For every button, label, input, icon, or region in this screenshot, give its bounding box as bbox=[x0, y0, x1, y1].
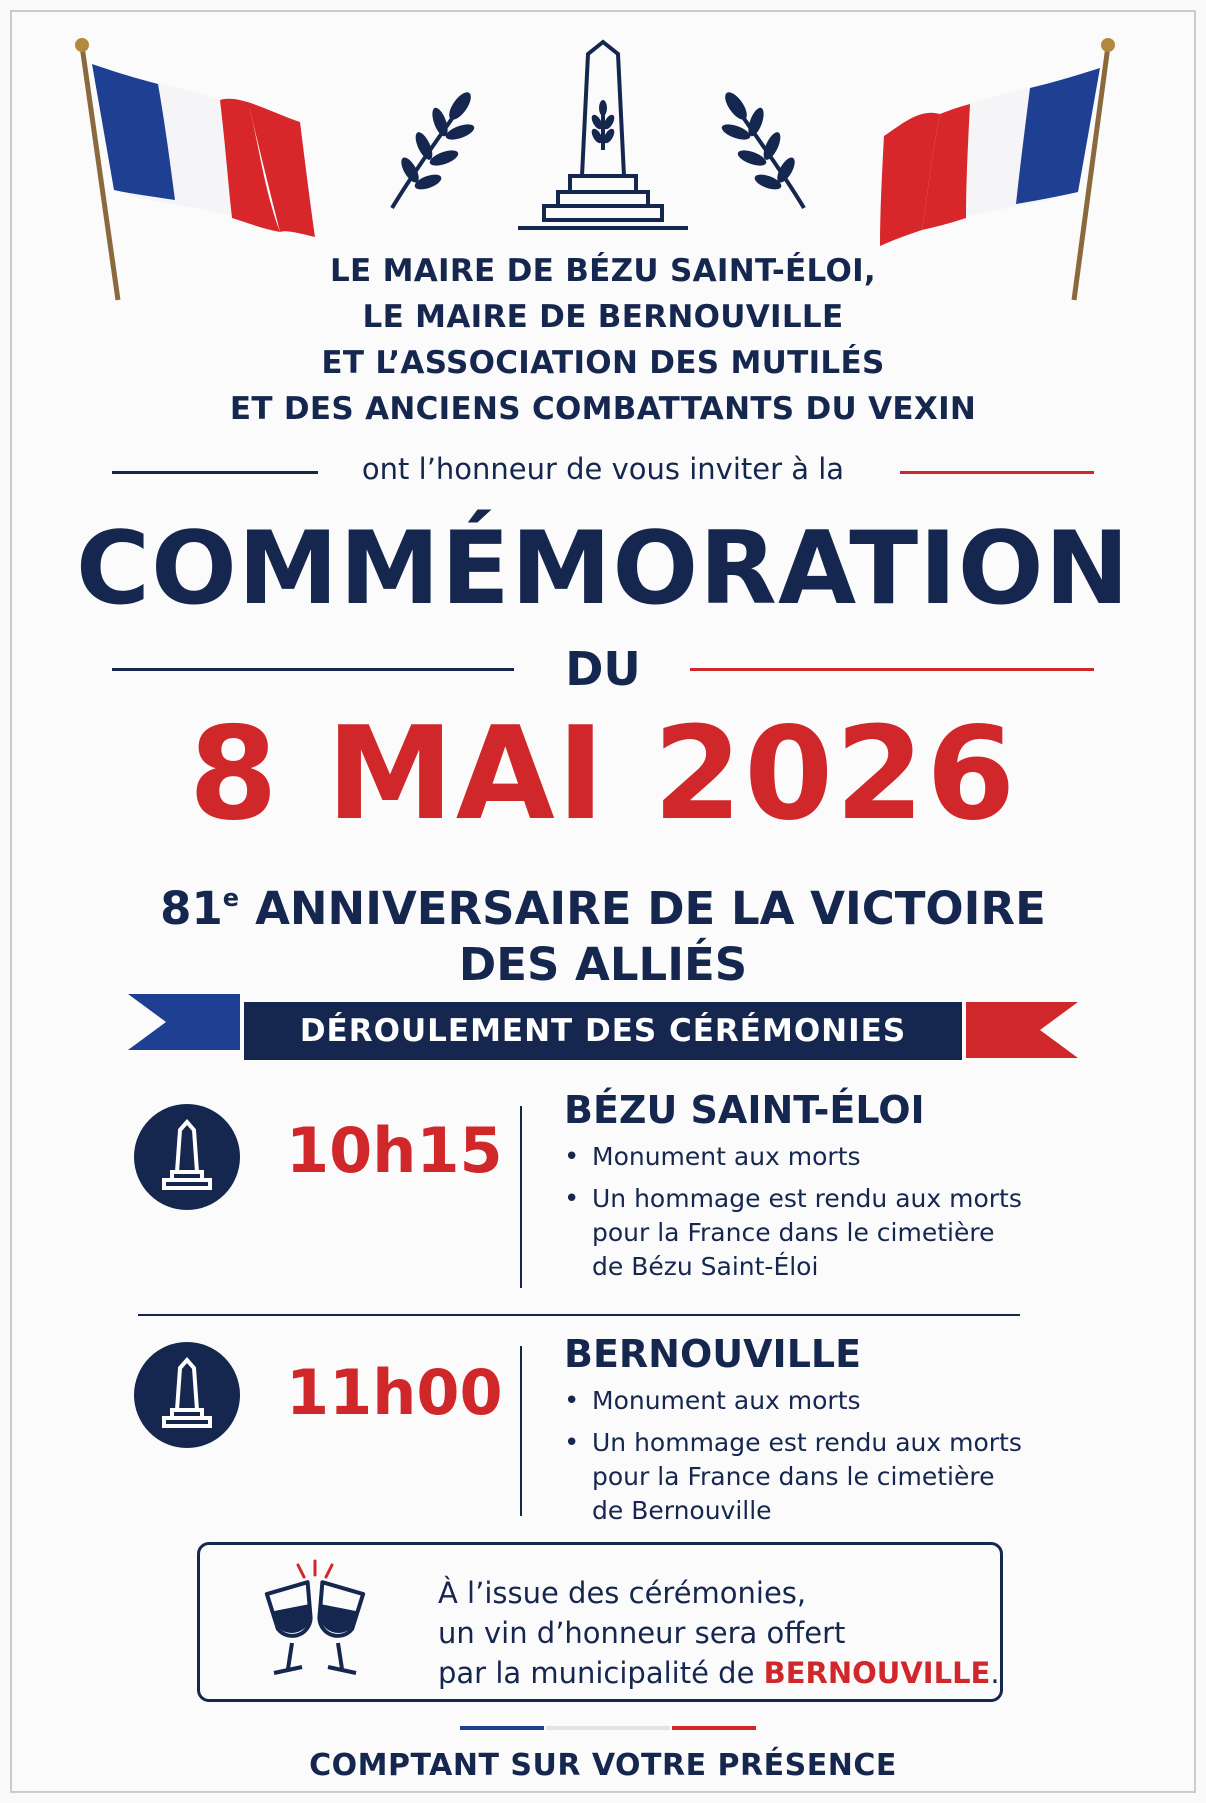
ceremony-details bbox=[562, 1384, 1022, 1536]
list-item: • Monument aux morts bbox=[562, 1140, 1022, 1174]
organizers bbox=[150, 248, 1056, 432]
ceremony-time: 11h00 bbox=[286, 1356, 503, 1429]
reception-line-3-prefix: par la municipalité de bbox=[438, 1656, 764, 1690]
reception-line-3 bbox=[438, 1653, 1000, 1693]
list-item: • Un hommage est rendu aux morts pour la France dans le cimetière de Bézu Saint-Éloi bbox=[562, 1182, 1022, 1284]
organizer-line: LE MAIRE DE BÉZU SAINT-ÉLOI, bbox=[329, 253, 877, 289]
tricolor-white bbox=[546, 1726, 670, 1730]
section-divider bbox=[138, 1314, 1020, 1316]
divider-right bbox=[900, 471, 1094, 474]
laurel-branch-icon bbox=[716, 88, 816, 218]
reception-municipality: BERNOUVILLE bbox=[763, 1656, 991, 1690]
event-date: 8 MAI 2026 bbox=[188, 700, 1018, 849]
organizer-line: LE MAIRE DE BERNOUVILLE bbox=[362, 299, 844, 335]
event-du: DU bbox=[565, 642, 641, 696]
vertical-divider bbox=[520, 1346, 522, 1516]
vertical-divider bbox=[520, 1106, 522, 1288]
reception-line-3-suffix: . bbox=[990, 1656, 1000, 1690]
event-title: COMMÉMORATION bbox=[75, 509, 1131, 627]
tricolor-blue bbox=[460, 1726, 544, 1730]
war-memorial-icon bbox=[508, 38, 698, 234]
ribbon-right-icon bbox=[966, 1000, 1078, 1060]
list-item: • Monument aux morts bbox=[562, 1384, 1022, 1418]
anniversary-number: 81 bbox=[160, 882, 223, 935]
ceremony-place: BÉZU SAINT-ÉLOI bbox=[564, 1088, 925, 1132]
tricolor-red bbox=[672, 1726, 756, 1730]
ribbon-left-icon bbox=[128, 992, 240, 1052]
organizer-line: ET DES ANCIENS COMBATTANTS DU VEXIN bbox=[229, 391, 977, 427]
anniversary-line-1 bbox=[100, 870, 1106, 937]
divider-left bbox=[112, 471, 318, 474]
anniversary bbox=[100, 870, 1106, 993]
invite-text: ont l’honneur de vous inviter à la bbox=[361, 452, 845, 486]
list-item: • Un hommage est rendu aux morts pour la France dans le cimetière de Bernouville bbox=[562, 1426, 1022, 1528]
reception-line-1: À l’issue des cérémonies, bbox=[438, 1576, 807, 1610]
anniversary-line-2: DES ALLIÉS bbox=[458, 938, 748, 991]
anniversary-text: ANNIVERSAIRE DE LA VICTOIRE bbox=[255, 882, 1046, 935]
program-banner: DÉROULEMENT DES CÉRÉMONIES bbox=[244, 1002, 962, 1060]
organizer-line: ET L’ASSOCIATION DES MUTILÉS bbox=[321, 345, 885, 381]
divider-right bbox=[690, 668, 1094, 671]
wine-glasses-icon bbox=[240, 1555, 390, 1690]
reception-text bbox=[438, 1573, 1000, 1693]
reception-box bbox=[197, 1542, 1003, 1702]
monument-icon bbox=[134, 1104, 240, 1210]
reception-line-2: un vin d’honneur sera offert bbox=[438, 1616, 846, 1650]
ceremony-details bbox=[562, 1140, 1022, 1292]
monument-icon bbox=[134, 1342, 240, 1448]
ceremony-place: BERNOUVILLE bbox=[564, 1332, 862, 1376]
divider-left bbox=[112, 668, 514, 671]
footer-text: COMPTANT SUR VOTRE PRÉSENCE bbox=[309, 1748, 897, 1783]
laurel-branch-icon bbox=[380, 88, 480, 218]
anniversary-suffix: e bbox=[222, 884, 240, 912]
ceremony-time: 10h15 bbox=[286, 1114, 503, 1187]
